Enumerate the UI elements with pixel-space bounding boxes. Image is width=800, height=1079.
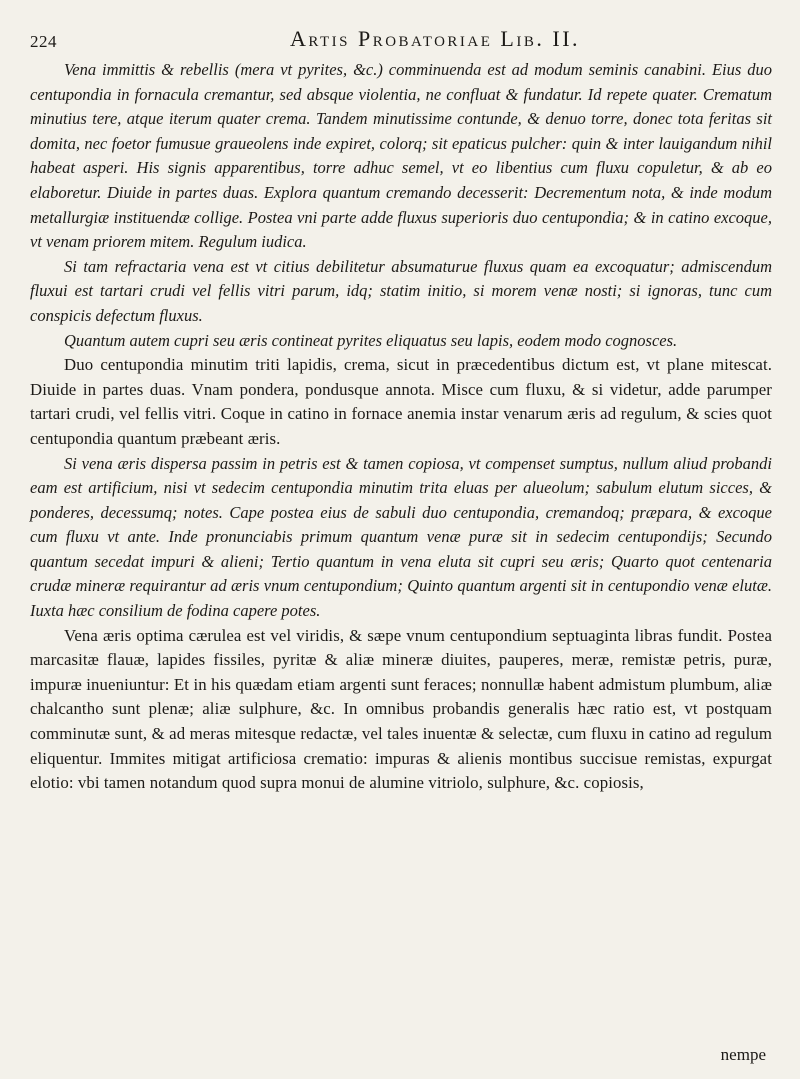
page-body	[30, 58, 772, 796]
paragraph-vena-optima: Vena æris optima cærulea est vel viridis, & sæpe vnum centupondium septuaginta libras fundit. Postea marcasitæ flauæ, lapides fissiles, pyritæ & aliæ mineræ diuites, pauperes, meræ, remistæ petris, puræ, impuræ inueniuntur: Et in his quædam etiam argenti sunt feraces; nonnullæ habent admistum plumbum, aliæ chalcantho sunt plenæ; aliæ sulphure, &c. In omnibus probandis generalis hæc ratio est, vt postquam comminutæ sunt, & ad meras mitesque redactæ, vel tales inuentæ & selectæ, cum fluxu in catino ad regulum eliquentur. Immites mitigat artificiosa crematio: impuras & alienis montibus succisue remistas, expurgat elotio: vbi tamen notandum quod supra monui de alumine vitriolo, sulphure, &c. copiosis,	[30, 625, 772, 793]
paragraph-heading-cupri: Quantum autem cupri seu æris contineat pyrites eliquatus seu lapis, eodem modo cognosces.	[64, 330, 678, 350]
page-header	[30, 22, 772, 52]
paragraph-vena-dispersa: Si vena æris dispersa passim in petris est & tamen copiosa, vt compenset sumptus, nullum aliud probandi eam est artificium, nisi vt sedecim centupondia minutim trita eluas per alueolum; sabulum elutum sicces, & ponderes, decessumq; notes. Cape postea eius de sabuli duo centupondia, cremandoq; præpara, & excoque cum fluxu vt ante. Inde pronunciabis primum quantum venæ puræ sit in sedecim centupondijs; Secundo quantum secedat impuri & alieni; Tertio quantum in vena eluta sit cupri seu æris; Quarto quot centenaria crudæ mineræ requirantur ad æris vnum centupondium; Quinto quantum argenti sit in centupondio venæ elutæ. Iuxta hæc consilium de fodina capere potes.	[30, 453, 772, 621]
paragraph-method-lapidis: Duo centupondia minutim triti lapidis, crema, sicut in præcedentibus dictum est, vt plane mitescat. Diuide in partes duas. Vnam pondera, pondusque annota. Misce cum fluxu, & si videtur, adde parumper tartari crudi, vel fellis vitri. Coque in catino in fornace anemia instar venarum æris ad regulum, & scies quot centupondia quantum præbeant æris.	[30, 355, 772, 448]
paragraph-refractaria: Si tam refractaria vena est vt citius debilitetur absumaturue fluxus quam ea excoquatur; admiscendum fluxui est tartari crudi vel fellis vitri parum, idq; statim initio, si morem venæ nosti; si ignoras, tunc cum conspicis defectum fluxus.	[30, 256, 772, 325]
page-number: 224	[30, 32, 57, 51]
paragraph-recipe-immitis: Vena immittis & rebellis (mera vt pyrites, &c.) comminuenda est ad modum seminis canabini. Eius duo centupondia in fornacula cremantur, sed absque violentia, ne confluat & fundatur. Id repete quater. Crematum minutius tere, atque iterum quater crema. Tandem minutissime contunde, & denuo torre, donec tota feritas sit domita, nec foetor fumusue graueolens inde expiret, colorq; sit epaticus pulcher: quin & inter lauigandum nihil habeat asperi. His signis apparentibus, torre adhuc semel, vt eo libentius cum fluxu copuletur, & ab eo elaboretur. Diuide in partes duas. Explora quantum cremando decesserit: Decrementum nota, & inde modum metallurgiæ instituendæ collige. Postea vni parte adde fluxus superioris duo centupondia; & in catino excoque, vt venam priorem mitem. Regulum iudica.	[30, 60, 772, 252]
catchword: nempe	[720, 1045, 766, 1064]
running-head: Artis Probatoriae Lib. II.	[289, 26, 581, 51]
